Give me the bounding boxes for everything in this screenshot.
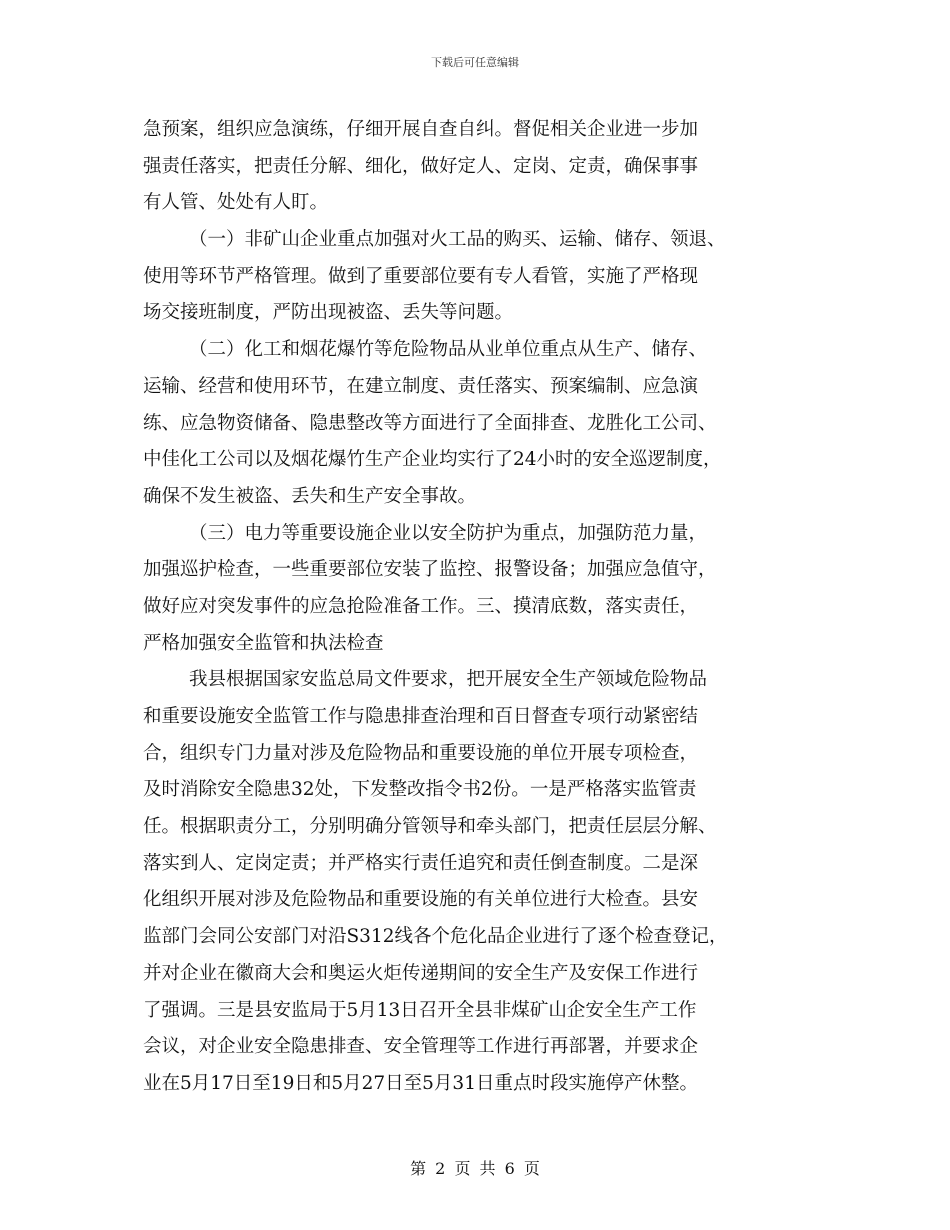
page-number-footer: 第 2 页 共 6 页 (410, 1159, 540, 1178)
text-line: 化组织开展对涉及危险物品和重要设施的有关单位进行大检查。县安 (143, 889, 699, 911)
text-line: 合，组织专门力量对涉及危险物品和重要设施的单位开展专项检查， (143, 742, 699, 764)
page-header: 下载后可任意编辑 (431, 56, 519, 69)
text-line: 中佳化工公司以及烟花爆竹生产企业均实行了24小时的安全巡逻制度， (143, 449, 722, 471)
text-line: 任。根据职责分工，分别明确分管领导和牵头部门，把责任层层分解、 (143, 816, 717, 838)
paragraph-start-line: （一）非矿山企业重点加强对火工品的购买、运输、储存、领退、 (189, 229, 726, 251)
text-line: 落实到人、定岗定责；并严格实行责任追究和责任倒查制度。二是深 (143, 852, 699, 874)
text-line: 并对企业在徽商大会和奥运火炬传递期间的安全生产及安保工作进行 (143, 962, 699, 984)
text-line: 做好应对突发事件的应急抢险准备工作。三、摸清底数，落实责任， (143, 595, 699, 617)
text-line: 严格加强安全监管和执法检查 (143, 632, 384, 654)
text-line: 加强巡护检查，一些重要部位安装了监控、报警设备；加强应急值守， (143, 559, 717, 581)
text-line: 使用等环节严格管理。做到了重要部位要有专人看管，实施了严格现 (143, 265, 699, 287)
text-line: 有人管、处处有人盯。 (143, 192, 329, 214)
text-line: 强责任落实，把责任分解、细化，做好定人、定岗、定责，确保事事 (143, 155, 699, 177)
text-line: 运输、经营和使用环节，在建立制度、责任落实、预案编制、应急演 (143, 375, 699, 397)
paragraph-start-line: 我县根据国家安监总局文件要求，把开展安全生产领域危险物品 (189, 669, 708, 691)
paragraph-start-line: （三）电力等重要设施企业以安全防护为重点，加强防范力量， (189, 522, 708, 544)
text-line: 监部门会同公安部门对沿S312线各个危化品企业进行了逐个检查登记， (143, 926, 728, 948)
text-line: 会议，对企业安全隐患排查、安全管理等工作进行再部署，并要求企 (143, 1036, 699, 1058)
text-line: 和重要设施安全监管工作与隐患排查治理和百日督查专项行动紧密结 (143, 706, 699, 727)
text-line: 业在5月17日至19日和5月27日至5月31日重点时段实施停产休整。 (143, 1072, 698, 1094)
text-line: 练、应急物资储备、隐患整改等方面进行了全面排查、龙胜化工公司、 (143, 412, 717, 434)
text-line: 及时消除安全隐患32处，下发整改指令书2份。一是严格落实监管责 (143, 779, 697, 801)
text-line: 场交接班制度，严防出现被盗、丢失等问题。 (143, 302, 514, 324)
text-line: 确保不发生被盗、丢失和生产安全事故。 (143, 485, 477, 507)
paragraph-start-line: （二）化工和烟花爆竹等危险物品从业单位重点从生产、储存、 (189, 339, 708, 361)
text-line: 急预案，组织应急演练，仔细开展自查自纠。督促相关企业进一步加 (143, 119, 699, 140)
text-line: 了强调。三是县安监局于5月13日召开全县非煤矿山企安全生产工作 (143, 999, 697, 1021)
document-body (143, 112, 815, 1103)
